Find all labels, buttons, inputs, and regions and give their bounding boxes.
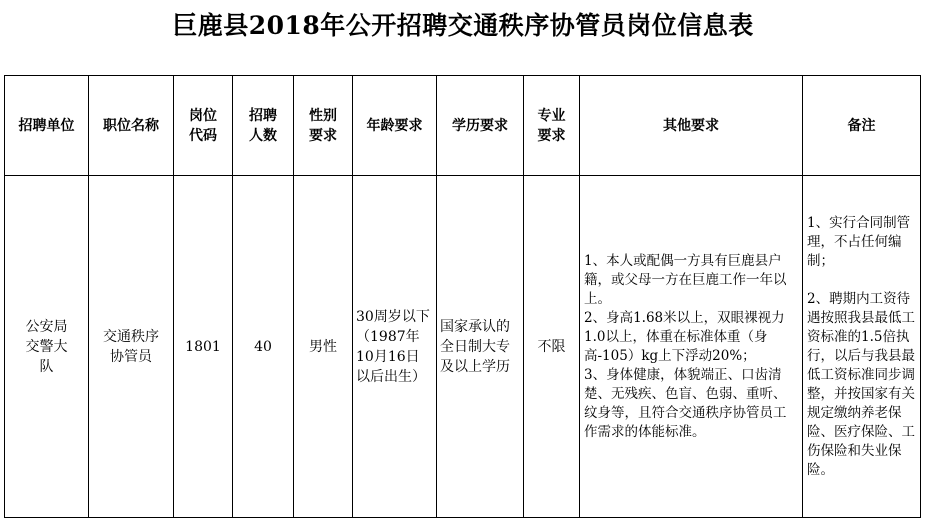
cell-notes [803,176,921,518]
header-cell-code: 岗位代码 [174,76,233,176]
cell-other-requirements [580,176,803,518]
note-item: 1、实行合同制管理，不占任何编制； [807,214,911,269]
header-cell-major: 专业要求 [524,76,580,176]
other-requirement-item: 3、身体健康，体貌端正、口齿清楚、无残疾、色盲、色弱、重听、纹身等，且符合交通秩序协管员工作需求的体能标准。 [584,366,787,440]
cell-position: 交通秩序协管员 [89,176,174,518]
header-cell-other: 其他要求 [580,76,803,176]
note-item: 2、聘期内工资待遇按照我县最低工资标准的1.5倍执行，以后与我县最低工资标准同步调整，并按国家有关规定缴纳养老保险、医疗保险、工伤保险和失业保险。 [807,290,915,478]
table-header-row [5,76,921,176]
header-cell-age: 年龄要求 [353,76,437,176]
position-info-table [4,75,921,518]
header-cell-education: 学历要求 [437,76,524,176]
cell-age: 30周岁以下（1987年10月16日以后出生） [353,176,437,518]
header-cell-position: 职位名称 [89,76,174,176]
cell-education: 国家承认的全日制大专及以上学历 [437,176,524,518]
cell-major: 不限 [524,176,580,518]
other-requirement-item: 2、身高1.68米以上，双眼裸视力1.0以上，体重在标准体重（身高-105）kg上下浮动20%； [584,309,785,364]
table-row [5,176,921,518]
page-title: 巨鹿县2018年公开招聘交通秩序协管员岗位信息表 [172,11,754,40]
header-cell-gender: 性别要求 [294,76,353,176]
cell-count: 40 [233,176,294,518]
header-cell-notes: 备注 [803,76,921,176]
cell-unit: 公安局交警大队 [5,176,89,518]
cell-gender: 男性 [294,176,353,518]
header-cell-unit: 招聘单位 [5,76,89,176]
header-cell-count: 招聘人数 [233,76,294,176]
cell-code: 1801 [174,176,233,518]
other-requirement-item: 1、本人或配偶一方具有巨鹿县户籍，或父母一方在巨鹿工作一年以上。 [584,252,787,307]
